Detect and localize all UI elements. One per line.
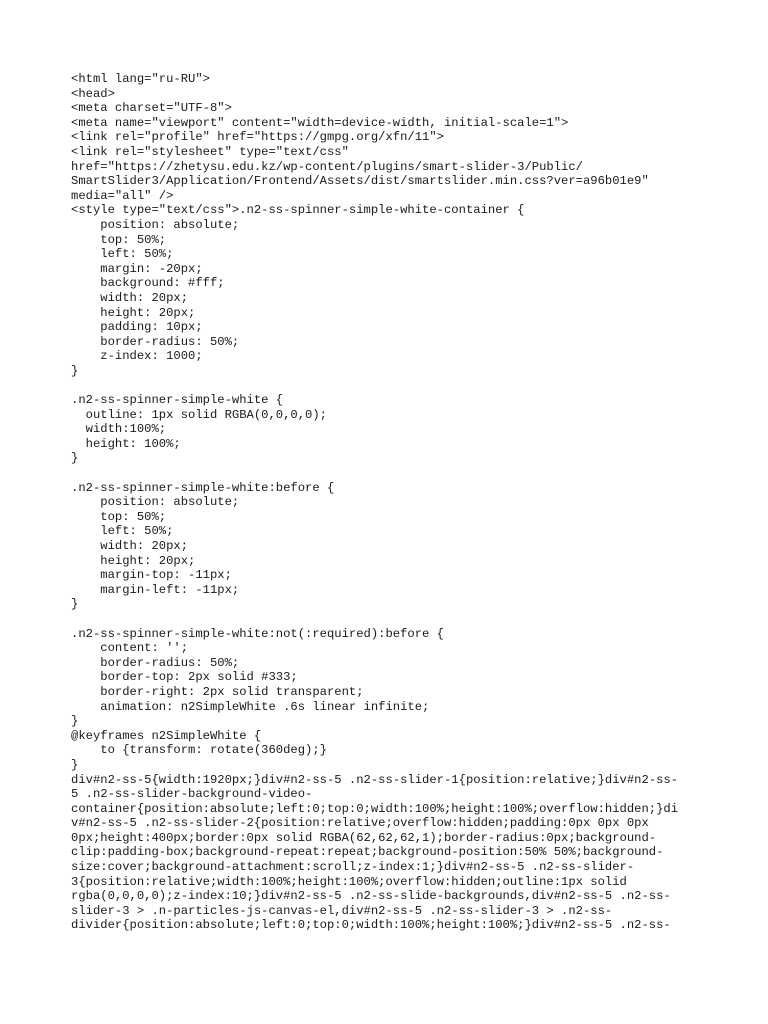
- code-line: background: #fff;: [71, 276, 225, 291]
- code-line: divider{position:absolute;left:0;top:0;width:100%;height:100%;}div#n2-ss-5 .n2-ss-: [71, 918, 671, 933]
- code-line: z-index: 1000;: [71, 349, 203, 364]
- code-line: to {transform: rotate(360deg);}: [71, 743, 327, 758]
- code-line: margin: -20px;: [71, 261, 203, 276]
- code-line: border-top: 2px solid #333;: [71, 670, 298, 685]
- code-line: [71, 612, 701, 627]
- code-line: .n2-ss-spinner-simple-white:before {: [71, 480, 335, 495]
- code-line: slider-3 > .n-particles-js-canvas-el,div#n2-ss-5 .n2-ss-slider-3 > .n2-ss-: [71, 903, 613, 918]
- code-line: height: 100%;: [71, 436, 181, 451]
- code-line: }: [71, 757, 79, 772]
- code-line: height: 20px;: [71, 553, 196, 568]
- code-line: rgba(0,0,0,0);z-index:10;}div#n2-ss-5 .n2-ss-slide-backgrounds,div#n2-ss-5 .n2-ss-: [71, 889, 671, 904]
- code-line: margin-left: -11px;: [71, 582, 240, 597]
- code-line: }: [71, 597, 79, 612]
- code-line: .n2-ss-spinner-simple-white:not(:required):before {: [71, 626, 444, 641]
- code-line: width: 20px;: [71, 290, 189, 305]
- code-line: <link rel="stylesheet" type="text/css": [71, 144, 349, 159]
- code-line: SmartSlider3/Application/Frontend/Assets/dist/smartslider.min.css?ver=a96b01e9": [71, 174, 649, 189]
- code-line: href="https://zhetysu.edu.kz/wp-content/plugins/smart-slider-3/Public/: [71, 159, 583, 174]
- code-line: border-radius: 50%;: [71, 334, 240, 349]
- code-line: <head>: [71, 86, 115, 101]
- code-line: width:100%;: [71, 422, 167, 437]
- code-line: div#n2-ss-5{width:1920px;}div#n2-ss-5 .n2-ss-slider-1{position:relative;}div#n2-ss-: [71, 772, 679, 787]
- code-line: media="all" />: [71, 188, 174, 203]
- code-line: [71, 466, 701, 481]
- code-line: container{position:absolute;left:0;top:0;width:100%;height:100%;overflow:hidden;}di: [71, 801, 679, 816]
- code-line: <link rel="profile" href="https://gmpg.org/xfn/11">: [71, 130, 444, 145]
- code-line: 3{position:relative;width:100%;height:100%;overflow:hidden;outline:1px solid: [71, 874, 627, 889]
- code-line: 0px;height:400px;border:0px solid RGBA(62,62,62,1);border-radius:0px;background-: [71, 830, 657, 845]
- code-line: @keyframes n2SimpleWhite {: [71, 728, 262, 743]
- code-line: <style type="text/css">.n2-ss-spinner-simple-white-container {: [71, 203, 525, 218]
- code-line: }: [71, 363, 79, 378]
- code-line: border-right: 2px solid transparent;: [71, 684, 364, 699]
- code-line: <html lang="ru-RU">: [71, 72, 210, 86]
- code-line: border-radius: 50%;: [71, 655, 240, 670]
- code-line: position: absolute;: [71, 217, 240, 232]
- code-line: <meta charset="UTF-8">: [71, 101, 232, 116]
- code-line: [71, 378, 701, 393]
- code-line: left: 50%;: [71, 524, 174, 539]
- code-line: .n2-ss-spinner-simple-white {: [71, 393, 284, 408]
- code-line: animation: n2SimpleWhite .6s linear infinite;: [71, 699, 430, 714]
- code-line: }: [71, 451, 79, 466]
- code-line: v#n2-ss-5 .n2-ss-slider-2{position:relative;overflow:hidden;padding:0px 0px 0px: [71, 816, 649, 831]
- code-line: top: 50%;: [71, 232, 167, 247]
- code-line: size:cover;background-attachment:scroll;z-index:1;}div#n2-ss-5 .n2-ss-slider-: [71, 860, 635, 875]
- code-line: }: [71, 714, 79, 729]
- code-line: <meta name="viewport" content="width=device-width, initial-scale=1">: [71, 115, 569, 130]
- code-line: outline: 1px solid RGBA(0,0,0,0);: [71, 407, 327, 422]
- code-line: margin-top: -11px;: [71, 568, 232, 583]
- code-line: padding: 10px;: [71, 320, 203, 335]
- code-line: 5 .n2-ss-slider-background-video-: [71, 787, 313, 802]
- code-line: content: '';: [71, 641, 189, 656]
- code-line: position: absolute;: [71, 495, 240, 510]
- code-line: top: 50%;: [71, 509, 167, 524]
- code-line: height: 20px;: [71, 305, 196, 320]
- code-line: width: 20px;: [71, 539, 189, 553]
- code-line: left: 50%;: [71, 247, 174, 262]
- source-code-text: [71, 72, 701, 933]
- code-line: clip:padding-box;background-repeat:repeat;background-position:50% 50%;background-: [71, 845, 664, 860]
